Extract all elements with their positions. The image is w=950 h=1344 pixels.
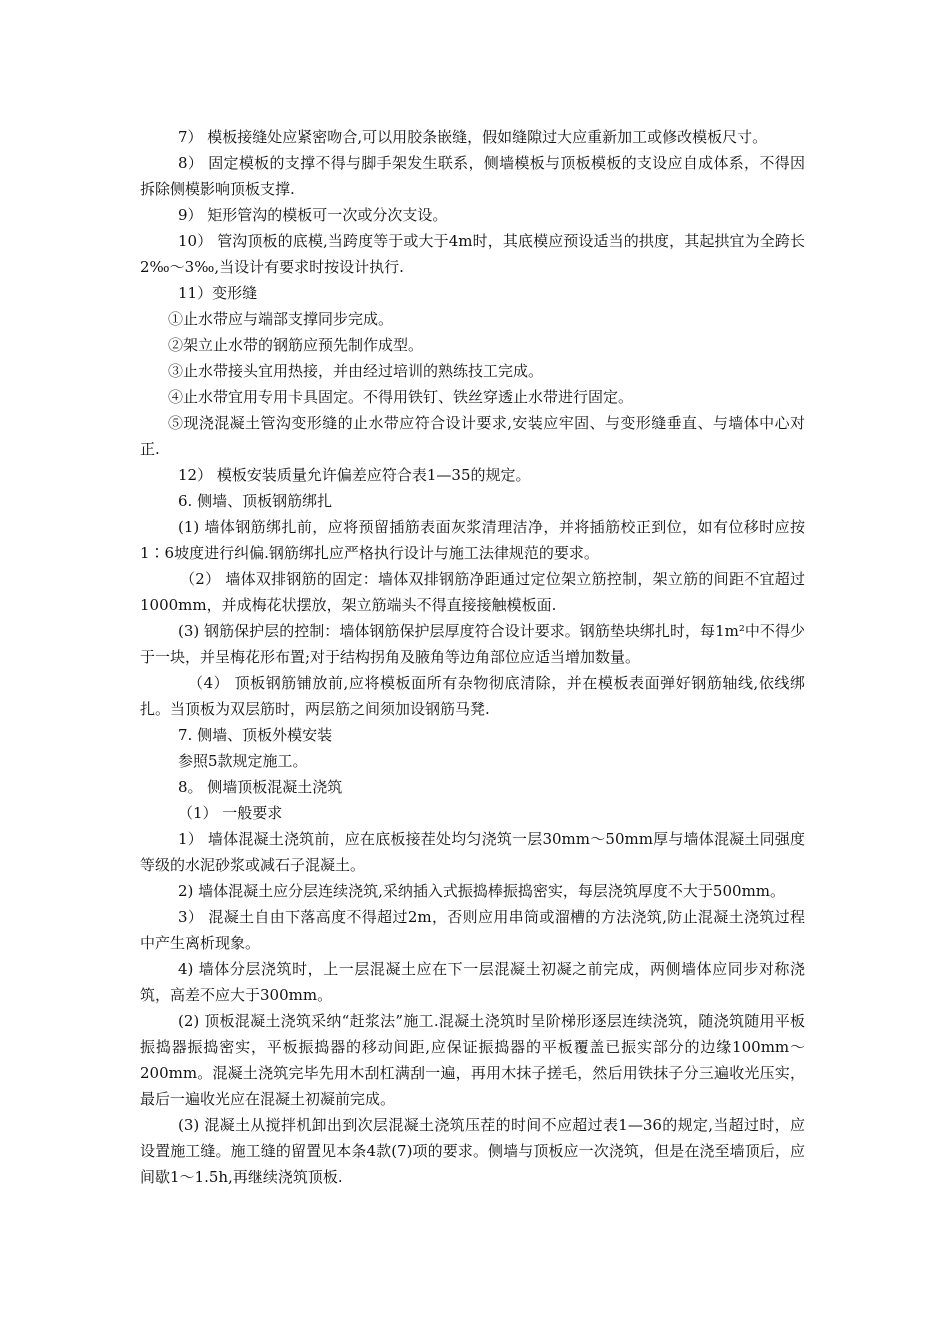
paragraph-circled-1: ①止水带应与端部支撑同步完成。 (168, 310, 394, 328)
paragraph-8-2: (2) 顶板混凝土浇筑采纳“赶浆法”施工.混凝土浇筑时呈阶梯形逐层连续浇筑，随浇筑随用平板振捣器振捣密实，平板振捣器的移动间距,应保证振捣器的平板覆盖已振实部分的边缘100mm～200mm。混凝土浇筑完毕先用木刮杠满刮一遍，再用木抹子搓毛，然后用铁抹子分三遍收光压实，最后一遍收光应在混凝土初凝前完成。 (140, 1012, 805, 1108)
paragraph-6-3: (3) 钢筋保护层的控制：墙体钢筋保护层厚度符合设计要求。钢筋垫块绑扎时，每1m²中不得少于一块，并呈梅花形布置;对于结构拐角及腋角等边角部位应适当增加数量。 (140, 622, 805, 666)
paragraph-8-1-4: 4) 墙体分层浇筑时，上一层混凝土应在下一层混凝土初凝之前完成，两侧墙体应同步对称浇筑，高差不应大于300mm。 (140, 960, 805, 1004)
paragraph-item-10: 10） 管沟顶板的底模,当跨度等于或大于4m时，其底模应预设适当的拱度，其起拱宜为全跨长2‰～3‰,当设计有要求时按设计执行. (140, 232, 805, 276)
paragraph-8-1-2: 2) 墙体混凝土应分层连续浇筑,采纳插入式振捣棒振捣密实，每层浇筑厚度不大于500mm。 (178, 882, 786, 900)
paragraph-6-1: (1) 墙体钢筋绑扎前，应将预留插筋表面灰浆清理洁净，并将插筋校正到位，如有位移时应按1∶6坡度进行纠偏.钢筋绑扎应严格执行设计与施工法律规范的要求。 (140, 518, 805, 562)
paragraph-8-1-1: 1） 墙体混凝土浇筑前，应在底板接茬处均匀浇筑一层30mm～50mm厚与墙体混凝土同强度等级的水泥砂浆或减石子混凝土。 (140, 830, 805, 874)
paragraph-6-4: （4） 顶板钢筋铺放前,应将模板面所有杂物彻底清除，并在模板表面弹好钢筋轴线,依线绑扎。当顶板为双层筋时，两层筋之间须加设钢筋马凳. (140, 674, 805, 718)
paragraph-item-8: 8） 固定模板的支撑不得与脚手架发生联系，侧墙模板与顶板模板的支设应自成体系，不得因拆除侧模影响顶板支撑. (140, 154, 805, 198)
paragraph-8-1-3: 3） 混凝土自由下落高度不得超过2m，否则应用串筒或溜槽的方法浇筑,防止混凝土浇筑过程中产生离析现象。 (140, 908, 805, 952)
section-heading-8: 8。 侧墙顶板混凝土浇筑 (178, 778, 343, 796)
paragraph-circled-5: ⑤现浇混凝土管沟变形缝的止水带应符合设计要求,安装应牢固、与变形缝垂直、与墙体中心对正. (140, 414, 805, 458)
paragraph-8-3: (3) 混凝土从搅拌机卸出到次层混凝土浇筑压茬的时间不应超过表1—36的规定,当超过时，应设置施工缝。施工缝的留置见本条4款(7)项的要求。侧墙与顶板应一次浇筑，但是在浇至墙顶后，应间歇1～1.5h,再继续浇筑顶板. (140, 1116, 805, 1186)
section-heading-7: 7. 侧墙、顶板外模安装 (178, 726, 333, 744)
section-heading-6: 6. 侧墙、顶板钢筋绑扎 (178, 492, 333, 510)
paragraph-circled-2: ②架立止水带的钢筋应预先制作成型。 (168, 336, 424, 354)
paragraph-circled-3: ③止水带接头宜用热接，并由经过培训的熟练技工完成。 (168, 362, 544, 380)
subheading-8-1: （1） 一般要求 (178, 804, 283, 822)
body-text (140, 124, 805, 1190)
paragraph-7-text: 参照5款规定施工。 (178, 752, 308, 770)
paragraph-item-12: 12） 模板安装质量允许偏差应符合表1—35的规定。 (178, 466, 531, 484)
paragraph-item-7: 7） 模板接缝处应紧密吻合,可以用胶条嵌缝，假如缝隙过大应重新加工或修改模板尺寸。 (178, 128, 768, 146)
paragraph-item-9: 9） 矩形管沟的模板可一次或分次支设。 (178, 206, 448, 224)
paragraph-item-11-heading: 11）变形缝 (178, 284, 258, 302)
paragraph-circled-4: ④止水带宜用专用卡具固定。不得用铁钉、铁丝穿透止水带进行固定。 (168, 388, 634, 406)
paragraph-6-2: （2） 墙体双排钢筋的固定：墙体双排钢筋净距通过定位架立筋控制，架立筋的间距不宜超过1000mm，并成梅花状摆放，架立筋端头不得直接接触模板面. (140, 570, 805, 614)
